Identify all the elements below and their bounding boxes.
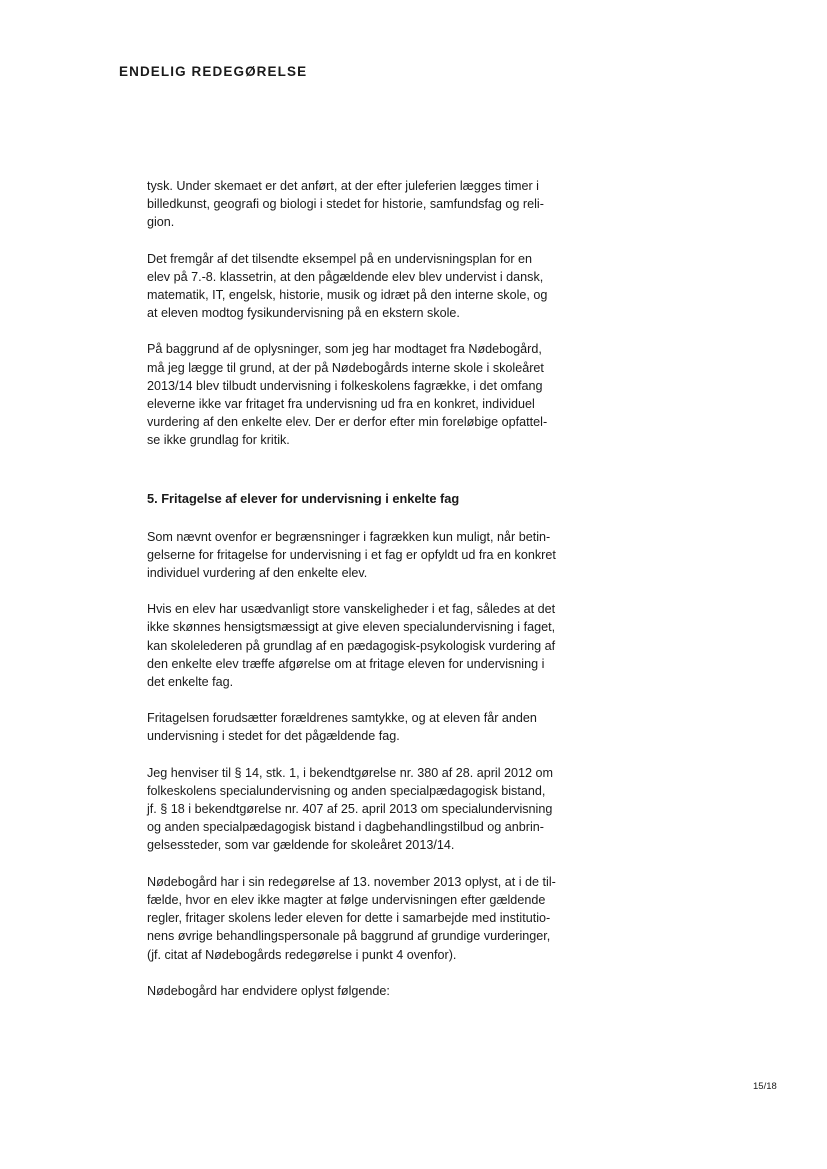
text-line: Det fremgår af det tilsendte eksempel på en undervisningsplan for en: [147, 251, 533, 266]
text-line: 2013/14 blev tilbudt undervisning i folkeskolens fagrække, i det omfang: [147, 378, 543, 393]
text-line: at eleven modtog fysikundervisning på en ekstern skole.: [147, 306, 460, 321]
text-line: elev på 7.-8. klassetrin, at den pågældende elev blev undervist i dansk,: [147, 269, 544, 284]
text-line: undervisning i stedet for det pågældende fag.: [147, 729, 400, 744]
text-line: individuel vurdering af den enkelte elev.: [147, 566, 368, 581]
paragraph: [147, 764, 587, 855]
text-line: se ikke grundlag for kritik.: [147, 433, 290, 448]
text-line: Fritagelsen forudsætter forældrenes samtykke, og at eleven får anden: [147, 711, 537, 726]
text-line: jf. § 18 i bekendtgørelse nr. 407 af 25. april 2013 om specialundervisning: [147, 802, 553, 817]
text-line: På baggrund af de oplysninger, som jeg har modtaget fra Nødebogård,: [147, 342, 542, 357]
paragraph: [147, 528, 587, 583]
paragraph: [147, 340, 587, 449]
paragraph: [147, 873, 587, 964]
text-line: nens øvrige behandlingspersonale på baggrund af grundige vurderinger,: [147, 929, 551, 944]
text-line: matematik, IT, engelsk, historie, musik og idræt på den interne skole, og: [147, 288, 548, 303]
text-line: Som nævnt ovenfor er begrænsninger i fagrækken kun muligt, når betin-: [147, 529, 551, 544]
text-line: folkeskolens specialundervisning og anden specialpædagogisk bistand,: [147, 783, 546, 798]
section-heading: 5. Fritagelse af elever for undervisning i enkelte fag: [147, 490, 460, 506]
text-line: billedkunst, geografi og biologi i stedet for historie, samfundsfag og reli-: [147, 197, 544, 212]
text-line: gelsessteder, som var gældende for skoleåret 2013/14.: [147, 838, 455, 853]
text-line: Hvis en elev har usædvanligt store vanskeligheder i et fag, således at det: [147, 602, 556, 617]
text-line: (jf. citat af Nødebogårds redegørelse i punkt 4 ovenfor).: [147, 947, 457, 962]
text-line: det enkelte fag.: [147, 675, 234, 690]
paragraph: [147, 709, 587, 745]
text-line: vurdering af den enkelte elev. Der er derfor efter min foreløbige opfattel-: [147, 415, 548, 430]
text-line: eleverne ikke var fritaget fra undervisning ud fra en konkret, individuel: [147, 397, 535, 412]
text-line: Nødebogård har endvidere oplyst følgende:: [147, 983, 390, 998]
text-line: må jeg lægge til grund, at der på Nødebogårds interne skole i skoleåret: [147, 360, 544, 375]
paragraph: [147, 600, 587, 691]
text-line: gion.: [147, 215, 175, 230]
text-line: gelserne for fritagelse for undervisning i et fag er opfyldt ud fra en konkret: [147, 547, 556, 562]
text-line: Jeg henviser til § 14, stk. 1, i bekendtgørelse nr. 380 af 28. april 2012 om: [147, 765, 554, 780]
page-number: 15/18: [753, 1081, 777, 1092]
text-line: kan skolelederen på grundlag af en pædagogisk-psykologisk vurdering af: [147, 638, 556, 653]
text-line: tysk. Under skemaet er det anført, at der efter juleferien lægges timer i: [147, 179, 539, 193]
text-line: og anden specialpædagogisk bistand i dagbehandlingstilbud og anbrin-: [147, 820, 544, 835]
text-line: regler, fritager skolens leder eleven for dette i samarbejde med institutio-: [147, 911, 551, 926]
paragraph: [147, 982, 587, 1000]
document-header-title: ENDELIG REDEGØRELSE: [119, 64, 308, 79]
text-line: den enkelte elev træffe afgørelse om at fritage eleven for undervisning i: [147, 656, 545, 671]
document-body: [147, 177, 587, 1000]
paragraph: [147, 250, 587, 323]
text-line: Nødebogård har i sin redegørelse af 13. november 2013 oplyst, at i de til-: [147, 874, 556, 889]
text-line: ikke skønnes hensigtsmæssigt at give eleven specialundervisning i faget,: [147, 620, 556, 635]
text-line: fælde, hvor en elev ikke magter at følge undervisningen efter gældende: [147, 892, 546, 907]
paragraph: [147, 177, 587, 232]
